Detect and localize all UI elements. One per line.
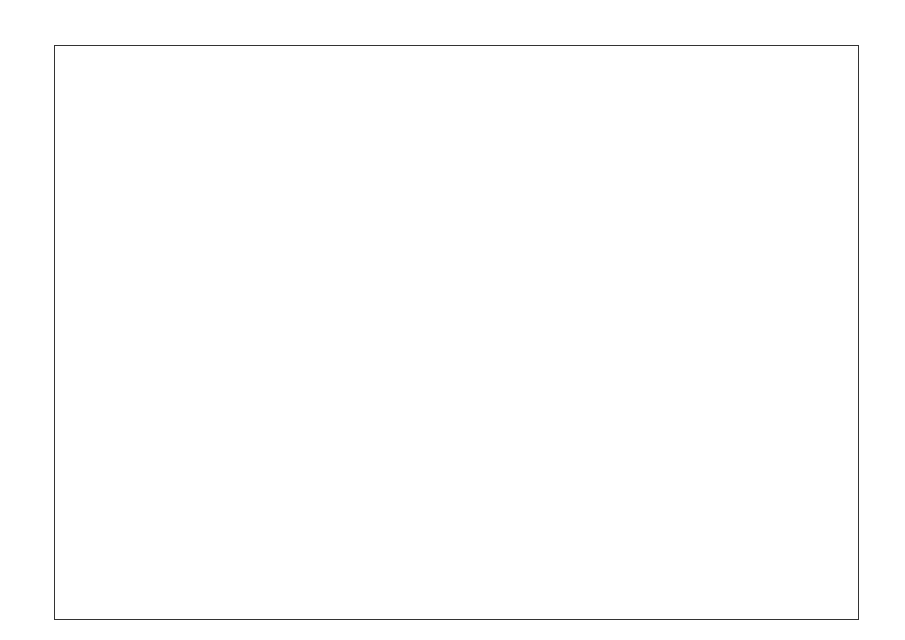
document-table-sheet bbox=[54, 45, 859, 620]
